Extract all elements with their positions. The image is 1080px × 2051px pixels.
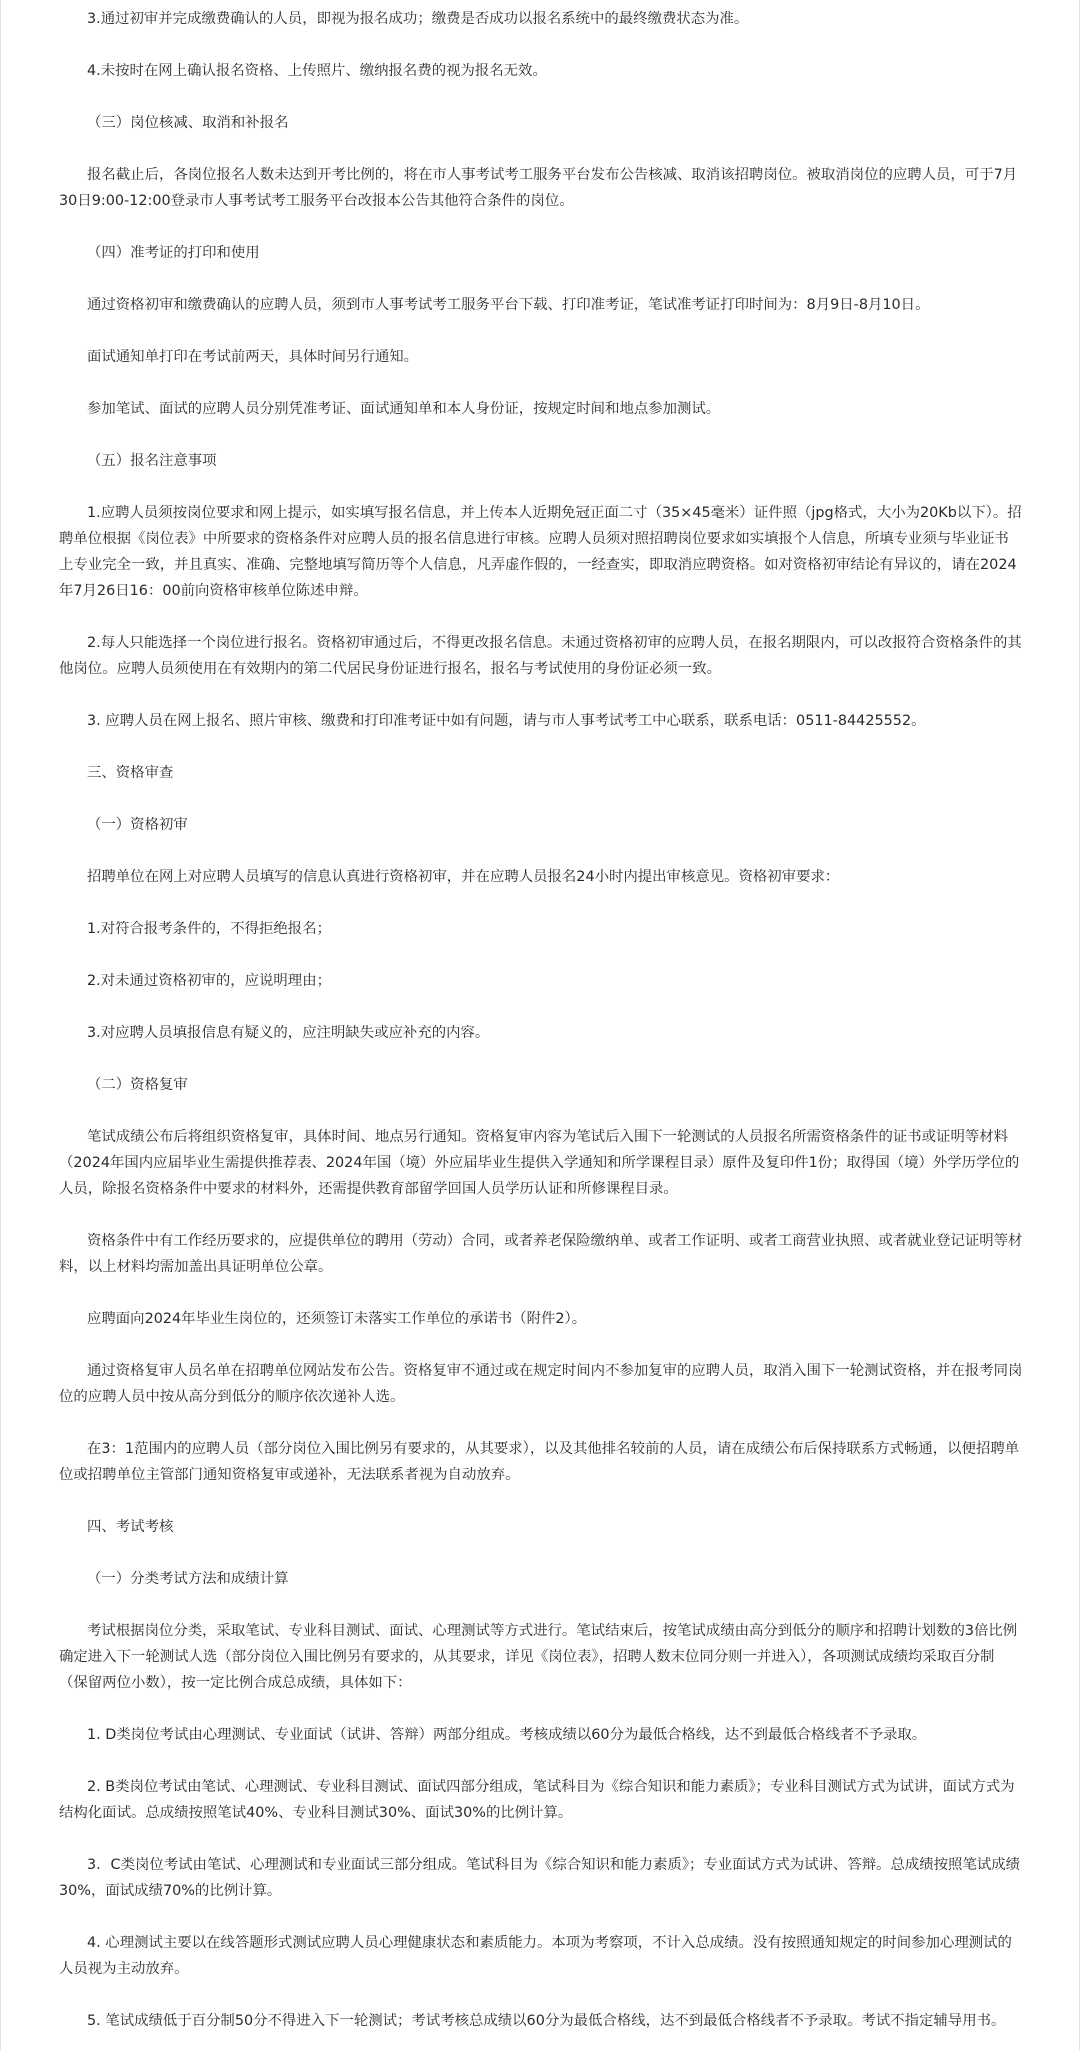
paragraph: 2.对未通过资格初审的，应说明理由； — [87, 973, 331, 989]
paragraph: 2. B类岗位考试由笔试、心理测试、专业科目测试、面试四部分组成，笔试科目为《综合知识和能力素质》；专业科目测试方式为试讲，面试方式为结构化面试。总成绩按照笔试40%、专业科目测试30%、面试30%的比例计算。 — [59, 1779, 1015, 1821]
paragraph: 1.对符合报考条件的，不得拒绝报名； — [87, 921, 331, 937]
paragraph: 招聘单位在网上对应聘人员填写的信息认真进行资格初审，并在应聘人员报名24小时内提出审核意见。资格初审要求： — [87, 869, 840, 885]
paragraph: 3．C类岗位考试由笔试、心理测试和专业面试三部分组成。笔试科目为《综合知识和能力素质》；专业面试方式为试讲、答辩。总成绩按照笔试成绩30%，面试成绩70%的比例计算。 — [59, 1857, 1021, 1899]
section-heading: 四、考试考核 — [87, 1519, 174, 1535]
paragraph: 面试通知单打印在考试前两天，具体时间另行通知。 — [87, 349, 418, 365]
subsection-heading: （五）报名注意事项 — [87, 453, 217, 469]
paragraph: 4. 心理测试主要以在线答题形式测试应聘人员心理健康状态和素质能力。本项为考察项，不计入总成绩。没有按照通知规定的时间参加心理测试的人员视为主动放弃。 — [59, 1935, 1012, 1977]
paragraph: 3. 应聘人员在网上报名、照片审核、缴费和打印准考证中如有问题，请与市人事考试考工中心联系，联系电话：0511-84425552。 — [87, 713, 926, 729]
paragraph: 通过资格复审人员名单在招聘单位网站发布公告。资格复审不通过或在规定时间内不参加复审的应聘人员，取消入围下一轮测试资格，并在报考同岗位的应聘人员中按从高分到低分的顺序依次递补人选。 — [59, 1363, 1023, 1405]
paragraph: 4.未按时在网上确认报名资格、上传照片、缴纳报名费的视为报名无效。 — [87, 63, 547, 79]
paragraph: 2.每人只能选择一个岗位进行报名。资格初审通过后，不得更改报名信息。未通过资格初审的应聘人员，在报名期限内，可以改报符合资格条件的其他岗位。应聘人员须使用在有效期内的第二代居民身份证进行报名，报名与考试使用的身份证必须一致。 — [59, 635, 1022, 677]
paragraph: 参加笔试、面试的应聘人员分别凭准考证、面试通知单和本人身份证，按规定时间和地点参加测试。 — [87, 401, 721, 417]
paragraph: 在3：1范围内的应聘人员（部分岗位入围比例另有要求的，从其要求），以及其他排名较前的人员，请在成绩公布后保持联系方式畅通，以便招聘单位或招聘单位主管部门通知资格复审或递补，无法联系者视为自动放弃。 — [59, 1441, 1020, 1483]
paragraph: 1. D类岗位考试由心理测试、专业面试（试讲、答辩）两部分组成。考核成绩以60分为最低合格线，达不到最低合格线者不予录取。 — [87, 1727, 927, 1743]
subsection-heading: （三）岗位核减、取消和补报名 — [87, 115, 289, 131]
paragraph: 1.应聘人员须按岗位要求和网上提示，如实填写报名信息，并上传本人近期免冠正面二寸（35×45毫米）证件照（jpg格式，大小为20Kb以下）。招聘单位根据《岗位表》中所要求的资格条件对应聘人员的报名信息进行审核。应聘人员须对照招聘岗位要求如实填报个人信息，所填专业须与毕业证书上专业完全一致，并且真实、准确、完整地填写简历等个人信息，凡弄虚作假的，一经查实，即取消应聘资格。如对资格初审结论有异议的，请在2024年7月26日16：00前向资格审核单位陈述申辩。 — [59, 505, 1022, 599]
paragraph: 应聘面向2024年毕业生岗位的，还须签订未落实工作单位的承诺书（附件2）。 — [87, 1311, 587, 1327]
paragraph: 资格条件中有工作经历要求的，应提供单位的聘用（劳动）合同，或者养老保险缴纳单、或者工作证明、或者工商营业执照、或者就业登记证明等材料，以上材料均需加盖出具证明单位公章。 — [59, 1233, 1023, 1275]
section-heading: 三、资格审查 — [87, 765, 174, 781]
subsection-heading: （一）资格初审 — [87, 817, 188, 833]
paragraph: 5. 笔试成绩低于百分制50分不得进入下一轮测试；考试考核总成绩以60分为最低合格线，达不到最低合格线者不予录取。考试不指定辅导用书。 — [87, 2013, 1006, 2029]
paragraph: 3.通过初审并完成缴费确认的人员，即视为报名成功；缴费是否成功以报名系统中的最终缴费状态为准。 — [87, 11, 749, 27]
paragraph: 报名截止后，各岗位报名人数未达到开考比例的，将在市人事考试考工服务平台发布公告核减、取消该招聘岗位。被取消岗位的应聘人员，可于7月30日9:00-12:00登录市人事考试考工服务平台改报本公告其他符合条件的岗位。 — [59, 167, 1018, 209]
paragraph: 通过资格初审和缴费确认的应聘人员，须到市人事考试考工服务平台下载、打印准考证，笔试准考证打印时间为：8月9日-8月10日。 — [87, 297, 930, 313]
paragraph: 3.对应聘人员填报信息有疑义的，应注明缺失或应补充的内容。 — [87, 1025, 490, 1041]
subsection-heading: （一）分类考试方法和成绩计算 — [87, 1571, 289, 1587]
paragraph: 考试根据岗位分类，采取笔试、专业科目测试、面试、心理测试等方式进行。笔试结束后，按笔试成绩由高分到低分的顺序和招聘计划数的3倍比例确定进入下一轮测试人选（部分岗位入围比例另有要求的，从其要求，详见《岗位表》，招聘人数末位同分则一并进入），各项测试成绩均采取百分制（保留两位小数），按一定比例合成总成绩，具体如下： — [59, 1623, 1018, 1691]
subsection-heading: （二）资格复审 — [87, 1077, 188, 1093]
paragraph: 笔试成绩公布后将组织资格复审，具体时间、地点另行通知。资格复审内容为笔试后入围下一轮测试的人员报名所需资格条件的证书或证明等材料（2024年国内应届毕业生需提供推荐表、2024年国（境）外应届毕业生提供入学通知和所学课程目录）原件及复印件1份；取得国（境）外学历学位的人员，除报名资格条件中要求的材料外，还需提供教育部留学回国人员学历认证和所修课程目录。 — [59, 1129, 1020, 1197]
subsection-heading: （四）准考证的打印和使用 — [87, 245, 260, 261]
